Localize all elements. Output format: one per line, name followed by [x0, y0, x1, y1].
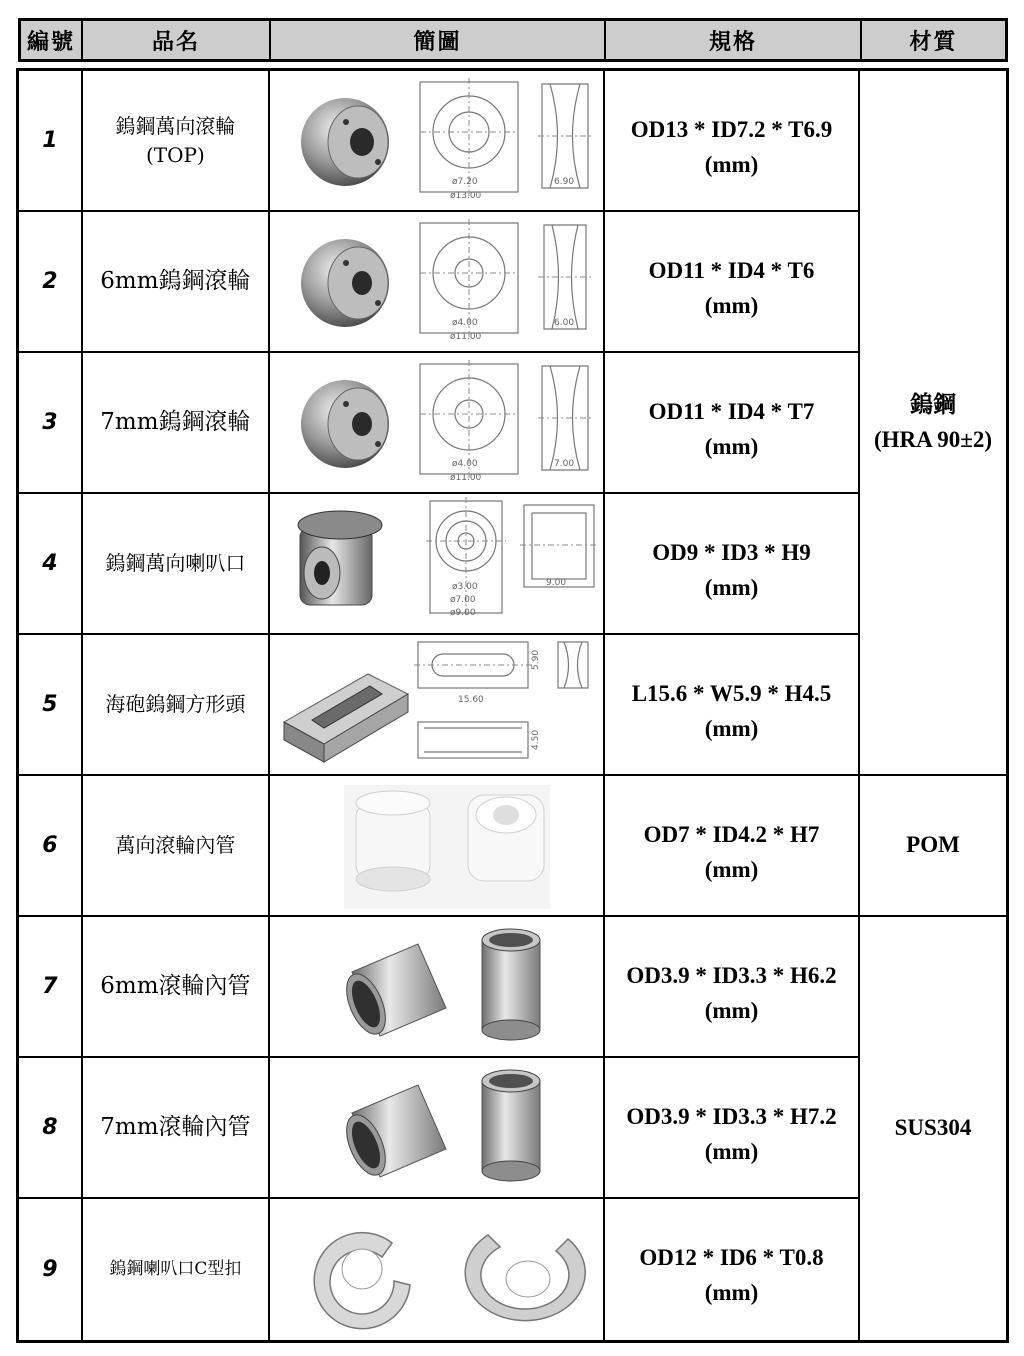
spec-dimensions: OD11 * ID4 * T7: [648, 399, 815, 424]
spec-unit: (mm): [704, 1138, 759, 1164]
spec-cell: [605, 1058, 860, 1197]
side-view-drawing: [538, 225, 592, 329]
dim-label: 7.00: [554, 459, 575, 469]
dim-label: 5.90: [531, 649, 542, 670]
row-number: 5: [19, 635, 83, 774]
row-number: 6: [19, 776, 83, 915]
spec-unit: (mm): [704, 1279, 759, 1305]
front-view-drawing: [426, 497, 506, 618]
dim-label: ø11.00: [450, 332, 482, 342]
table-row: [19, 1199, 860, 1340]
product-name: [83, 1058, 270, 1197]
product-name-line: 鎢鋼萬向喇叭口: [105, 551, 246, 575]
spec-unit: (mm): [704, 997, 759, 1023]
spec-cell: [605, 71, 860, 210]
diagram-cell: [270, 353, 605, 492]
spec-cell: [605, 1199, 860, 1340]
spec-unit: (mm): [704, 433, 759, 459]
product-name-line: 鎢鋼喇叭口C型扣: [109, 1259, 242, 1280]
product-name: [83, 1199, 270, 1340]
diagram-cell: [270, 917, 605, 1056]
roller-photo: [301, 380, 389, 468]
front-view-drawing: [420, 78, 518, 201]
steel-tube-upright: [482, 1070, 540, 1181]
row-number: 1: [19, 71, 83, 210]
diagram-cell: [270, 1199, 605, 1340]
spec-dimensions: OD3.9 * ID3.3 * H6.2: [626, 963, 837, 988]
dim-label: ø9.00: [450, 608, 476, 618]
steel-tube-photo: [270, 916, 603, 1057]
product-name-line: 7mm鎢鋼滾輪: [100, 408, 251, 435]
dim-label: 15.60: [458, 695, 484, 705]
table-row: [19, 212, 860, 353]
square-head-diagram: [270, 634, 603, 775]
dim-label: ø4.00: [452, 318, 478, 328]
product-name-line: 萬向滾輪內管: [115, 833, 236, 857]
spec-dimensions: L15.6 * W5.9 * H4.5: [631, 681, 832, 706]
table-row: [19, 635, 860, 776]
spec-dimensions: OD13 * ID7.2 * T6.9: [630, 117, 833, 142]
top-view-drawing: [414, 642, 541, 705]
diagram-cell: [270, 776, 605, 915]
material-name: SUS304: [894, 1115, 972, 1141]
dim-label: ø4.00: [452, 459, 478, 469]
product-name-line: 海砲鎢鋼方形頭: [105, 692, 246, 716]
diagram-cell: [270, 635, 605, 774]
product-name-line: 6mm滾輪內管: [100, 972, 251, 999]
roller-photo: [301, 98, 389, 186]
dim-label: ø13.00: [450, 191, 482, 201]
c-clip-front: [314, 1233, 410, 1329]
roller-diagram: [270, 211, 603, 352]
product-name-line: 鎢鋼萬向滾輪: [115, 113, 236, 138]
material-name: POM: [906, 832, 960, 858]
dim-label: ø7.00: [450, 595, 476, 605]
spec-cell: [605, 494, 860, 633]
material-hardness: (HRA 90±2): [873, 426, 993, 452]
row-number: 9: [19, 1199, 83, 1340]
steel-tube-angled: [339, 1085, 446, 1181]
side-view-drawing: [538, 366, 592, 470]
roller-diagram: [270, 70, 603, 211]
spec-unit: (mm): [704, 151, 759, 177]
material-name: 鎢鋼: [910, 392, 956, 417]
side-view-drawing: [538, 84, 592, 188]
material-cell-tungsten: [860, 71, 1006, 776]
c-clip-angled: [465, 1235, 585, 1321]
dim-label: ø7.20: [452, 177, 478, 187]
header-diagram: 簡圖: [271, 21, 606, 59]
front-view-drawing: [420, 360, 518, 483]
product-name: [83, 71, 270, 210]
spec-cell: [605, 635, 860, 774]
product-name: [83, 494, 270, 633]
dim-label: ø3.00: [452, 582, 478, 592]
diagram-cell: [270, 71, 605, 210]
row-number: 8: [19, 1058, 83, 1197]
row-number: 4: [19, 494, 83, 633]
spec-unit: (mm): [704, 856, 759, 882]
row-number: 3: [19, 353, 83, 492]
spec-unit: (mm): [704, 574, 759, 600]
square-head-photo: [284, 674, 408, 762]
steel-tube-photo: [270, 1057, 603, 1198]
table-row: [19, 776, 860, 917]
product-name-line: 6mm鎢鋼滾輪: [100, 267, 251, 294]
white-tube-side: [356, 791, 430, 891]
dim-label: 6.90: [554, 177, 575, 187]
side-view-drawing: [418, 642, 588, 758]
front-view-drawing: [420, 219, 518, 342]
spec-dimensions: OD11 * ID4 * T6: [648, 258, 815, 283]
steel-tube-angled: [339, 944, 446, 1040]
product-table: [16, 68, 1009, 1343]
product-name: [83, 353, 270, 492]
steel-tube-upright: [482, 929, 540, 1040]
header-name: 品名: [83, 21, 271, 59]
table-row: [19, 353, 860, 494]
dim-label: 9.00: [546, 578, 567, 588]
material-cell-sus304: [860, 917, 1006, 1340]
product-name: [83, 635, 270, 774]
header-no: 編號: [21, 21, 83, 59]
table-row: [19, 1058, 860, 1199]
product-name-sub: (TOP): [145, 142, 205, 167]
dim-label: 6.00: [554, 318, 575, 328]
table-row: [19, 494, 860, 635]
spec-dimensions: OD3.9 * ID3.3 * H7.2: [626, 1104, 837, 1129]
nozzle-photo: [298, 511, 382, 605]
pom-tube-photo: [270, 775, 603, 916]
spec-cell: [605, 917, 860, 1056]
material-cell-pom: [860, 776, 1006, 917]
diagram-cell: [270, 212, 605, 351]
roller-diagram: [270, 352, 603, 493]
product-name-line: 7mm滾輪內管: [100, 1113, 251, 1140]
table-row: [19, 917, 860, 1058]
diagram-cell: [270, 494, 605, 633]
diagram-cell: [270, 1058, 605, 1197]
c-clip-photo: [270, 1199, 603, 1340]
product-name: [83, 212, 270, 351]
dim-label: ø11.00: [450, 473, 482, 483]
table-row: [19, 71, 860, 212]
spec-dimensions: OD9 * ID3 * H9: [652, 540, 811, 565]
spec-dimensions: OD12 * ID6 * T0.8: [639, 1245, 824, 1270]
spec-unit: (mm): [704, 715, 759, 741]
product-name: [83, 917, 270, 1056]
row-number: 7: [19, 917, 83, 1056]
spec-dimensions: OD7 * ID4.2 * H7: [643, 822, 820, 847]
flare-nozzle-diagram: [270, 493, 603, 634]
header-spec: 規格: [606, 21, 862, 59]
row-number: 2: [19, 212, 83, 351]
product-name: [83, 776, 270, 915]
table-header: [18, 18, 1008, 62]
spec-cell: [605, 776, 860, 915]
roller-photo: [301, 239, 389, 327]
spec-cell: [605, 353, 860, 492]
spec-unit: (mm): [704, 292, 759, 318]
header-material: 材質: [909, 29, 958, 55]
dim-label: 4.50: [531, 729, 542, 750]
white-tube-top: [468, 795, 544, 881]
spec-cell: [605, 212, 860, 351]
side-view-drawing: [520, 505, 598, 588]
